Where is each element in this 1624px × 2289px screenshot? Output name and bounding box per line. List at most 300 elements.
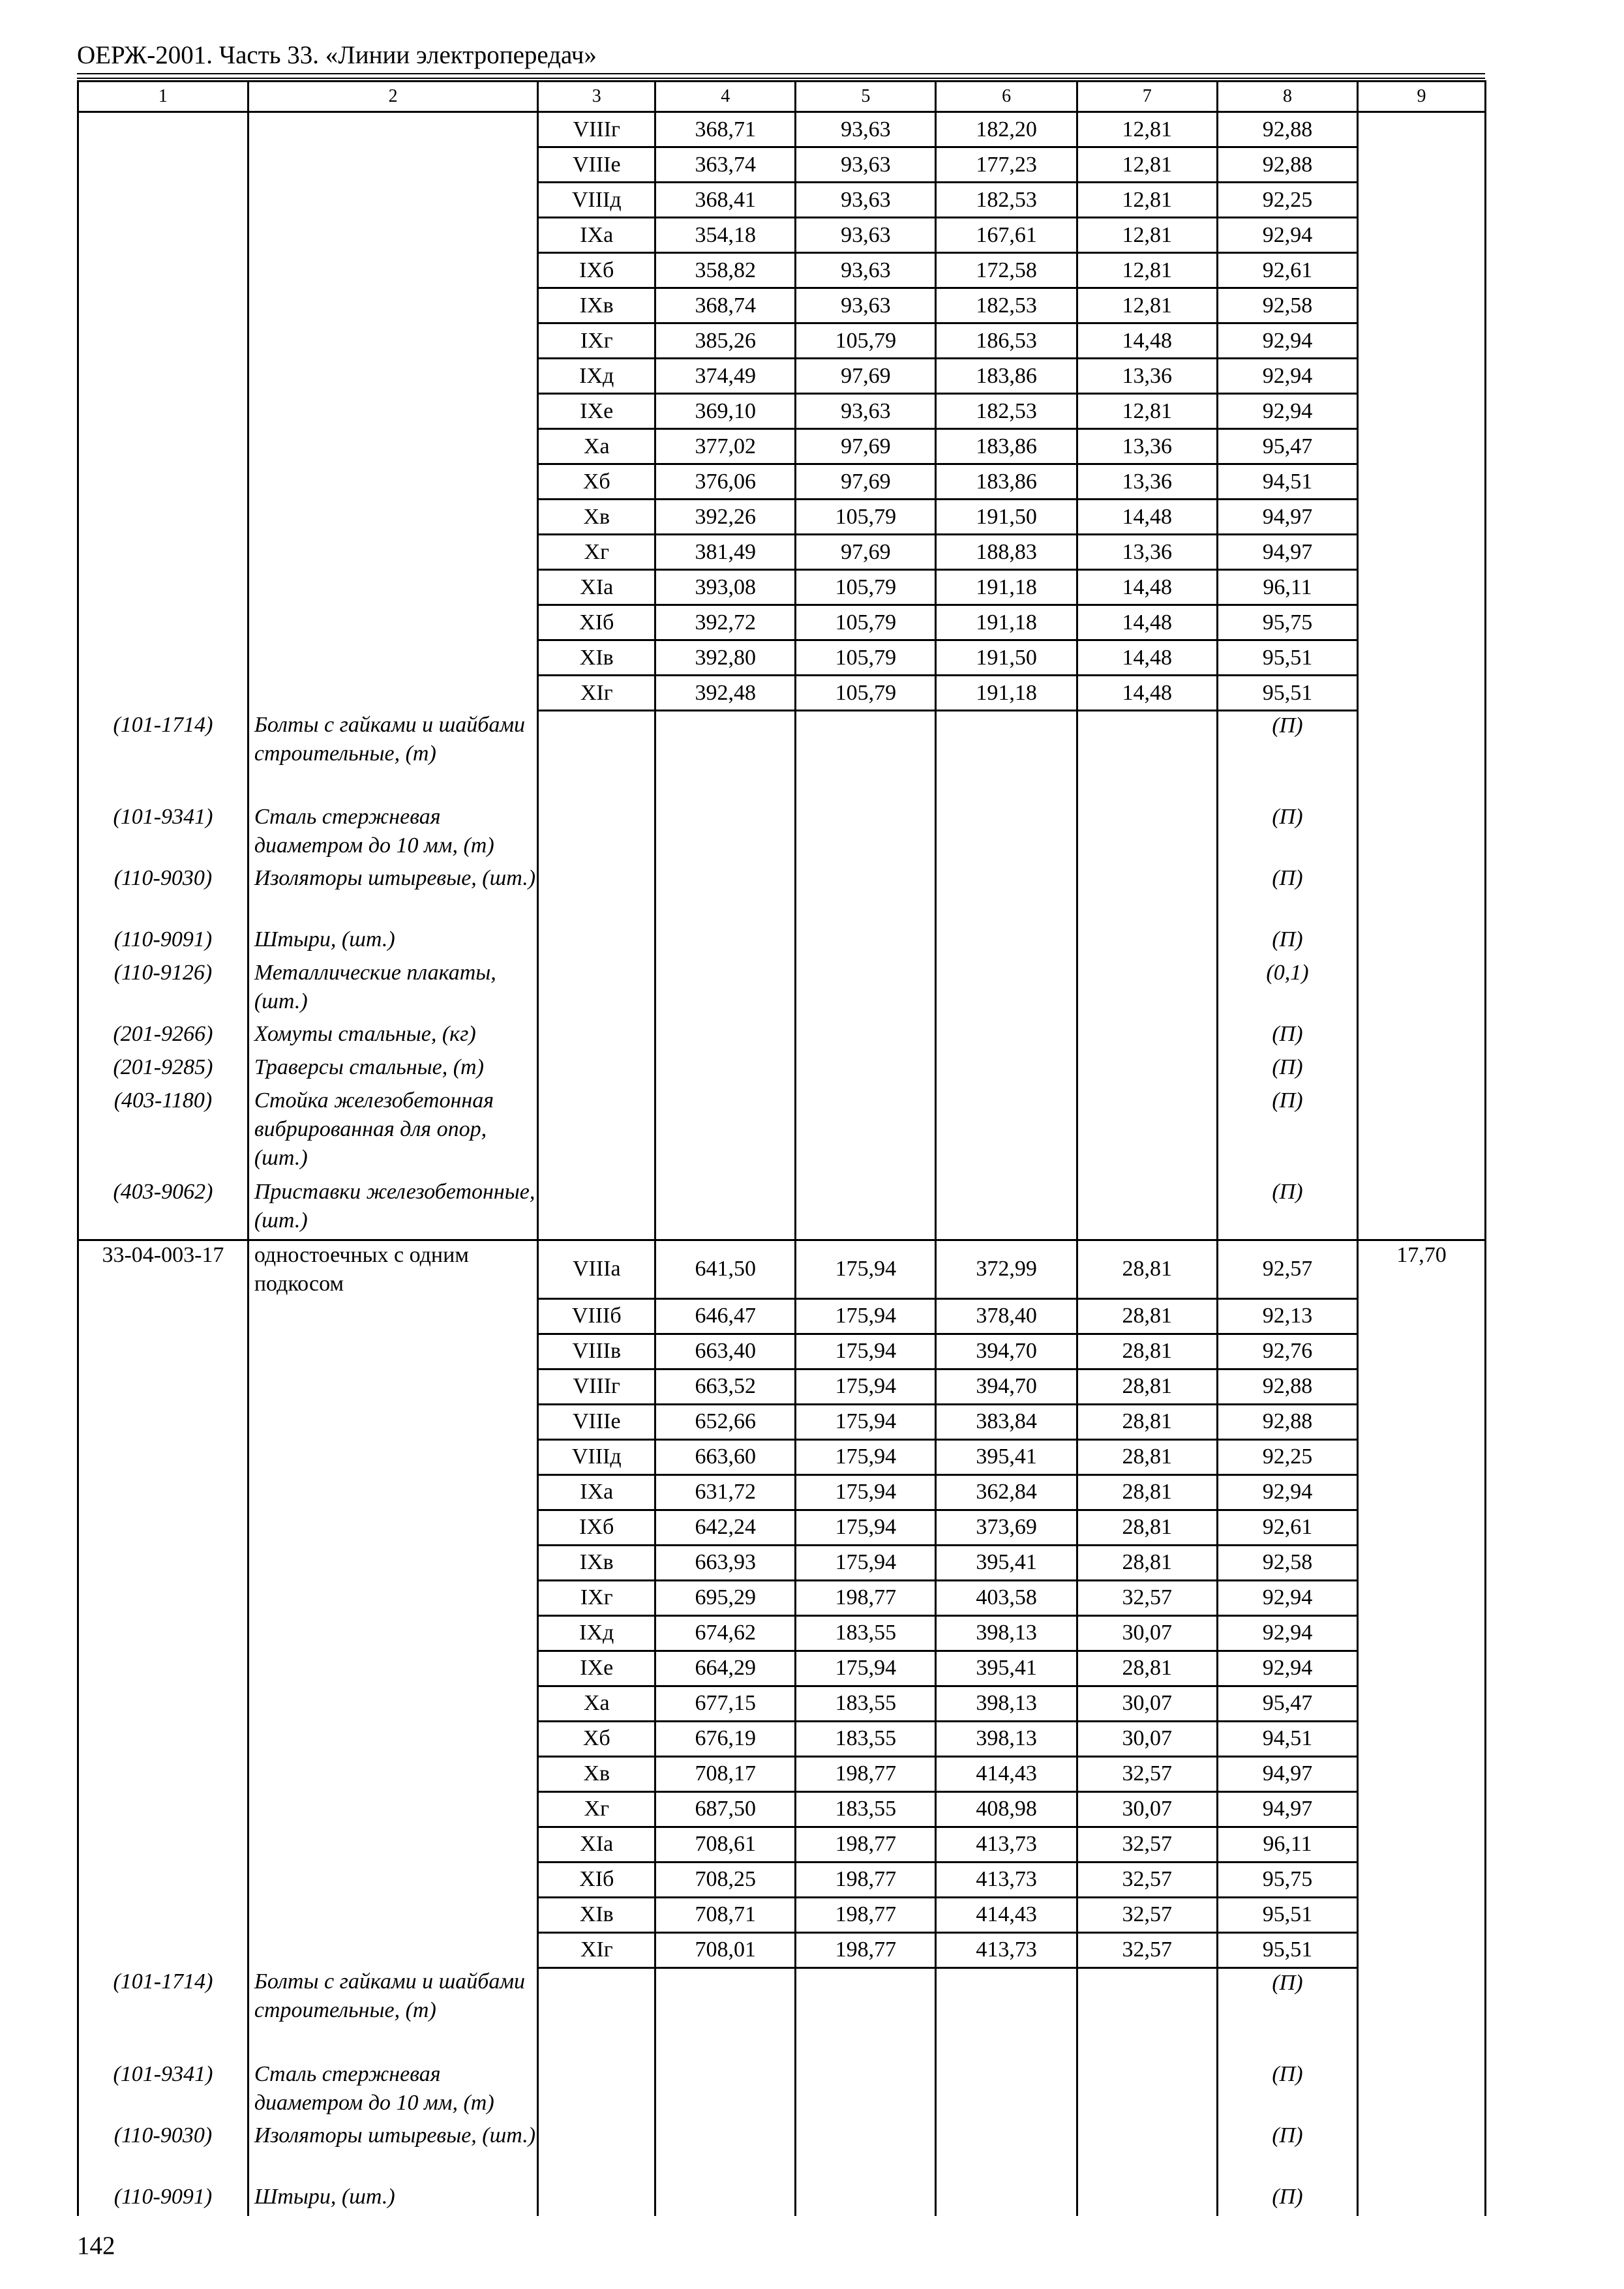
code-cell xyxy=(78,1791,248,1827)
material-name: Металлические плакаты, (шт.) xyxy=(248,959,538,1020)
code-cell xyxy=(78,429,248,464)
empty-cell xyxy=(796,2060,936,2121)
table-row xyxy=(78,394,1486,429)
zone-cell: IXб xyxy=(538,1510,655,1545)
value-cell-c4: 392,48 xyxy=(655,676,796,711)
value-cell-c8: 92,94 xyxy=(1217,1474,1357,1510)
material-c8: (П) xyxy=(1217,1086,1357,1178)
value-cell-c8: 95,51 xyxy=(1217,1897,1357,1932)
empty-cell xyxy=(655,1086,796,1178)
empty-cell xyxy=(538,2121,655,2183)
empty-cell xyxy=(1077,1020,1217,1053)
material-row xyxy=(78,959,1486,1020)
value-cell-c8: 92,88 xyxy=(1217,147,1357,183)
value-cell-c5: 175,94 xyxy=(796,1240,936,1299)
material-c8: (П) xyxy=(1217,803,1357,864)
value-cell-c8: 92,88 xyxy=(1217,1404,1357,1439)
value-cell-c7: 13,36 xyxy=(1077,429,1217,464)
value-cell-c6: 182,53 xyxy=(936,288,1077,323)
name-cell xyxy=(248,112,538,147)
value-cell-c8: 92,61 xyxy=(1217,253,1357,288)
value-cell-c7: 28,81 xyxy=(1077,1545,1217,1580)
empty-cell xyxy=(1358,959,1486,1020)
value-cell-c4: 687,50 xyxy=(655,1791,796,1827)
table-row xyxy=(78,1404,1486,1439)
empty-cell xyxy=(936,959,1077,1020)
value-cell-c4: 708,25 xyxy=(655,1862,796,1897)
table-row xyxy=(78,1298,1486,1334)
value-cell-c4: 368,74 xyxy=(655,288,796,323)
value-cell-c4: 674,62 xyxy=(655,1615,796,1651)
value-cell-c7: 13,36 xyxy=(1077,359,1217,394)
material-name: Хомуты стальные, (кг) xyxy=(248,1020,538,1053)
name-cell xyxy=(248,464,538,500)
code-cell xyxy=(78,183,248,218)
material-row xyxy=(78,1053,1486,1086)
value-cell-c7: 28,81 xyxy=(1077,1651,1217,1686)
value-cell-c7: 30,07 xyxy=(1077,1615,1217,1651)
name-cell xyxy=(248,183,538,218)
value-cell-c8: 94,97 xyxy=(1217,1791,1357,1827)
value-cell-c7: 28,81 xyxy=(1077,1298,1217,1334)
table-row xyxy=(78,1545,1486,1580)
value-cell-c5: 175,94 xyxy=(796,1334,936,1369)
material-row xyxy=(78,1967,1486,2060)
code-cell xyxy=(78,288,248,323)
zone-cell: IXг xyxy=(538,323,655,359)
value-cell-c4: 393,08 xyxy=(655,570,796,605)
table-row xyxy=(78,1615,1486,1651)
value-cell-c5: 93,63 xyxy=(796,218,936,253)
page-header-title: ОЕРЖ-2001. Часть 33. «Линии электропередач» xyxy=(77,41,597,69)
value-cell-c7: 28,81 xyxy=(1077,1240,1217,1299)
empty-cell xyxy=(1358,1020,1486,1053)
material-c8: (0,1) xyxy=(1217,959,1357,1020)
value-cell-c7: 12,81 xyxy=(1077,288,1217,323)
value-cell-c9 xyxy=(1358,464,1486,500)
zone-cell: Xв xyxy=(538,500,655,535)
zone-cell: Xа xyxy=(538,429,655,464)
value-cell-c9 xyxy=(1358,253,1486,288)
name-cell xyxy=(248,605,538,640)
empty-cell xyxy=(1358,925,1486,959)
code-cell xyxy=(78,1298,248,1334)
value-cell-c5: 175,94 xyxy=(796,1474,936,1510)
material-c8: (П) xyxy=(1217,2121,1357,2183)
zone-cell: XIг xyxy=(538,676,655,711)
code-cell xyxy=(78,640,248,676)
code-cell xyxy=(78,1369,248,1404)
value-cell-c6: 182,53 xyxy=(936,183,1077,218)
empty-cell xyxy=(1077,1086,1217,1178)
zone-cell: VIIIв xyxy=(538,1334,655,1369)
material-code: (110-9030) xyxy=(78,864,248,925)
zone-cell: Xб xyxy=(538,464,655,500)
zone-cell: IXв xyxy=(538,288,655,323)
empty-cell xyxy=(936,2183,1077,2216)
table-row xyxy=(78,359,1486,394)
value-cell-c6: 177,23 xyxy=(936,147,1077,183)
value-cell-c6: 362,84 xyxy=(936,1474,1077,1510)
table-row xyxy=(78,112,1486,147)
material-code: (101-1714) xyxy=(78,711,248,803)
name-cell xyxy=(248,1580,538,1615)
table-row xyxy=(78,1686,1486,1721)
zone-cell: VIIIа xyxy=(538,1240,655,1299)
value-cell-c9 xyxy=(1358,1580,1486,1615)
name-cell xyxy=(248,253,538,288)
column-number: 4 xyxy=(655,82,796,112)
value-cell-c4: 354,18 xyxy=(655,218,796,253)
empty-cell xyxy=(538,2183,655,2216)
zone-cell: VIIIе xyxy=(538,1404,655,1439)
value-cell-c8: 96,11 xyxy=(1217,570,1357,605)
value-cell-c9 xyxy=(1358,1862,1486,1897)
column-number: 6 xyxy=(936,82,1077,112)
empty-cell xyxy=(1358,1086,1486,1178)
code-cell xyxy=(78,1827,248,1862)
material-c8: (П) xyxy=(1217,2183,1357,2216)
value-cell-c7: 28,81 xyxy=(1077,1510,1217,1545)
zone-cell: VIIIд xyxy=(538,183,655,218)
table-row xyxy=(78,288,1486,323)
name-cell xyxy=(248,1298,538,1334)
code-cell xyxy=(78,1404,248,1439)
value-cell-c4: 642,24 xyxy=(655,1510,796,1545)
value-cell-c7: 30,07 xyxy=(1077,1721,1217,1756)
table-row xyxy=(78,1862,1486,1897)
price-table xyxy=(77,80,1486,2216)
zone-cell: IXв xyxy=(538,1545,655,1580)
value-cell-c9 xyxy=(1358,1615,1486,1651)
table-row xyxy=(78,429,1486,464)
column-number: 1 xyxy=(78,82,248,112)
value-cell-c9 xyxy=(1358,1545,1486,1580)
empty-cell xyxy=(936,864,1077,925)
column-number: 3 xyxy=(538,82,655,112)
table-row xyxy=(78,147,1486,183)
zone-cell: Xг xyxy=(538,1791,655,1827)
value-cell-c5: 97,69 xyxy=(796,464,936,500)
code-cell xyxy=(78,1651,248,1686)
material-row xyxy=(78,1020,1486,1053)
zone-cell: XIв xyxy=(538,1897,655,1932)
material-c8: (П) xyxy=(1217,1020,1357,1053)
empty-cell xyxy=(796,1053,936,1086)
empty-cell xyxy=(655,2183,796,2216)
value-cell-c8: 95,51 xyxy=(1217,640,1357,676)
value-cell-c7: 32,57 xyxy=(1077,1756,1217,1791)
material-name: Штыри, (шт.) xyxy=(248,925,538,959)
value-cell-c5: 105,79 xyxy=(796,323,936,359)
zone-cell: IXа xyxy=(538,1474,655,1510)
value-cell-c8: 92,88 xyxy=(1217,1369,1357,1404)
value-cell-c5: 198,77 xyxy=(796,1756,936,1791)
value-cell-c9 xyxy=(1358,1474,1486,1510)
value-cell-c6: 403,58 xyxy=(936,1580,1077,1615)
value-cell-c5: 175,94 xyxy=(796,1651,936,1686)
empty-cell xyxy=(796,1178,936,1240)
value-cell-c8: 94,97 xyxy=(1217,500,1357,535)
name-cell xyxy=(248,1651,538,1686)
empty-cell xyxy=(1358,2121,1486,2183)
value-cell-c7: 14,48 xyxy=(1077,323,1217,359)
value-cell-c9 xyxy=(1358,147,1486,183)
empty-cell xyxy=(1077,1967,1217,2060)
empty-cell xyxy=(796,803,936,864)
empty-cell xyxy=(936,1086,1077,1178)
value-cell-c5: 93,63 xyxy=(796,112,936,147)
value-cell-c9 xyxy=(1358,1897,1486,1932)
column-number: 2 xyxy=(248,82,538,112)
empty-cell xyxy=(936,2121,1077,2183)
zone-cell: IXг xyxy=(538,1580,655,1615)
value-cell-c4: 385,26 xyxy=(655,323,796,359)
value-cell-c8: 92,13 xyxy=(1217,1298,1357,1334)
value-cell-c4: 708,61 xyxy=(655,1827,796,1862)
value-cell-c5: 175,94 xyxy=(796,1545,936,1580)
zone-cell: Xг xyxy=(538,535,655,570)
value-cell-c7: 28,81 xyxy=(1077,1474,1217,1510)
code-cell xyxy=(78,1686,248,1721)
table-row xyxy=(78,500,1486,535)
value-cell-c9 xyxy=(1358,1510,1486,1545)
column-number-row xyxy=(78,82,1486,112)
material-code: (101-9341) xyxy=(78,2060,248,2121)
name-cell xyxy=(248,1369,538,1404)
zone-cell: XIв xyxy=(538,640,655,676)
value-cell-c5: 105,79 xyxy=(796,605,936,640)
empty-cell xyxy=(936,1020,1077,1053)
value-cell-c7: 14,48 xyxy=(1077,676,1217,711)
material-row xyxy=(78,2183,1486,2216)
code-cell xyxy=(78,500,248,535)
table-row xyxy=(78,1897,1486,1932)
value-cell-c5: 198,77 xyxy=(796,1862,936,1897)
value-cell-c9 xyxy=(1358,1827,1486,1862)
value-cell-c4: 641,50 xyxy=(655,1240,796,1299)
value-cell-c8: 95,75 xyxy=(1217,1862,1357,1897)
value-cell-c9 xyxy=(1358,1721,1486,1756)
column-number: 8 xyxy=(1217,82,1357,112)
name-cell xyxy=(248,1510,538,1545)
name-cell xyxy=(248,1474,538,1510)
empty-cell xyxy=(538,1967,655,2060)
material-row xyxy=(78,925,1486,959)
code-cell xyxy=(78,1474,248,1510)
value-cell-c5: 105,79 xyxy=(796,676,936,711)
empty-cell xyxy=(1358,2183,1486,2216)
value-cell-c9 xyxy=(1358,535,1486,570)
material-name: Болты с гайками и шайбами строительные, (т) xyxy=(248,1967,538,2060)
value-cell-c9 xyxy=(1358,323,1486,359)
code-cell xyxy=(78,605,248,640)
table-row xyxy=(78,1721,1486,1756)
value-cell-c8: 94,51 xyxy=(1217,1721,1357,1756)
zone-cell: IXд xyxy=(538,359,655,394)
table-row xyxy=(78,1791,1486,1827)
value-cell-c4: 369,10 xyxy=(655,394,796,429)
value-cell-c6: 378,40 xyxy=(936,1298,1077,1334)
value-cell-c9 xyxy=(1358,640,1486,676)
code-cell xyxy=(78,112,248,147)
material-c8: (П) xyxy=(1217,711,1357,803)
code-cell xyxy=(78,1615,248,1651)
value-cell-c6: 398,13 xyxy=(936,1721,1077,1756)
zone-cell: XIа xyxy=(538,1827,655,1862)
material-code: (110-9126) xyxy=(78,959,248,1020)
value-cell-c7: 32,57 xyxy=(1077,1932,1217,1967)
value-cell-c5: 175,94 xyxy=(796,1298,936,1334)
value-cell-c9 xyxy=(1358,676,1486,711)
name-cell xyxy=(248,1897,538,1932)
empty-cell xyxy=(538,803,655,864)
value-cell-c8: 92,94 xyxy=(1217,394,1357,429)
value-cell-c7: 14,48 xyxy=(1077,605,1217,640)
empty-cell xyxy=(1358,711,1486,803)
value-cell-c7: 30,07 xyxy=(1077,1686,1217,1721)
empty-cell xyxy=(655,925,796,959)
material-name: Изоляторы штыревые, (шт.) xyxy=(248,864,538,925)
name-cell xyxy=(248,500,538,535)
empty-cell xyxy=(796,1086,936,1178)
value-cell-c6: 413,73 xyxy=(936,1827,1077,1862)
table-row xyxy=(78,1474,1486,1510)
empty-cell xyxy=(538,1086,655,1178)
material-code: (110-9030) xyxy=(78,2121,248,2183)
value-cell-c9 xyxy=(1358,1369,1486,1404)
value-cell-c8: 92,88 xyxy=(1217,112,1357,147)
value-cell-c6: 182,53 xyxy=(936,394,1077,429)
table-row xyxy=(78,1580,1486,1615)
value-cell-c6: 186,53 xyxy=(936,323,1077,359)
name-cell xyxy=(248,359,538,394)
value-cell-c8: 94,97 xyxy=(1217,1756,1357,1791)
value-cell-c4: 708,01 xyxy=(655,1932,796,1967)
material-row xyxy=(78,2060,1486,2121)
table-row xyxy=(78,1756,1486,1791)
value-cell-c5: 97,69 xyxy=(796,535,936,570)
table-row xyxy=(78,535,1486,570)
value-cell-c5: 198,77 xyxy=(796,1827,936,1862)
value-cell-c9 xyxy=(1358,570,1486,605)
value-cell-c7: 14,48 xyxy=(1077,500,1217,535)
empty-cell xyxy=(1358,1967,1486,2060)
value-cell-c6: 413,73 xyxy=(936,1932,1077,1967)
value-cell-c4: 646,47 xyxy=(655,1298,796,1334)
value-cell-c9 xyxy=(1358,1439,1486,1474)
table-row xyxy=(78,253,1486,288)
value-cell-c4: 358,82 xyxy=(655,253,796,288)
value-cell-c9 xyxy=(1358,112,1486,147)
value-cell-c7: 14,48 xyxy=(1077,570,1217,605)
material-row xyxy=(78,803,1486,864)
empty-cell xyxy=(1077,1053,1217,1086)
name-cell xyxy=(248,1334,538,1369)
empty-cell xyxy=(655,959,796,1020)
empty-cell xyxy=(655,1053,796,1086)
value-cell-c5: 198,77 xyxy=(796,1932,936,1967)
value-cell-c4: 381,49 xyxy=(655,535,796,570)
value-cell-c5: 183,55 xyxy=(796,1791,936,1827)
value-cell-c6: 183,86 xyxy=(936,429,1077,464)
name-cell xyxy=(248,1791,538,1827)
value-cell-c9: 17,70 xyxy=(1358,1240,1486,1299)
value-cell-c8: 92,94 xyxy=(1217,1651,1357,1686)
name-cell xyxy=(248,1404,538,1439)
empty-cell xyxy=(655,864,796,925)
table-row xyxy=(78,464,1486,500)
code-cell xyxy=(78,394,248,429)
value-cell-c7: 28,81 xyxy=(1077,1439,1217,1474)
table-row xyxy=(78,1510,1486,1545)
value-cell-c4: 676,19 xyxy=(655,1721,796,1756)
name-cell xyxy=(248,1721,538,1756)
value-cell-c8: 92,25 xyxy=(1217,183,1357,218)
table-row xyxy=(78,323,1486,359)
value-cell-c4: 374,49 xyxy=(655,359,796,394)
code-cell xyxy=(78,1580,248,1615)
value-cell-c5: 93,63 xyxy=(796,147,936,183)
name-cell xyxy=(248,570,538,605)
code-cell xyxy=(78,253,248,288)
empty-cell xyxy=(1077,864,1217,925)
table-row xyxy=(78,605,1486,640)
code-cell xyxy=(78,1756,248,1791)
value-cell-c5: 97,69 xyxy=(796,429,936,464)
material-c8: (П) xyxy=(1217,1053,1357,1086)
value-cell-c6: 383,84 xyxy=(936,1404,1077,1439)
value-cell-c8: 92,58 xyxy=(1217,1545,1357,1580)
empty-cell xyxy=(655,711,796,803)
zone-cell: IXб xyxy=(538,253,655,288)
value-cell-c6: 395,41 xyxy=(936,1545,1077,1580)
material-c8: (П) xyxy=(1217,1967,1357,2060)
table-row xyxy=(78,1369,1486,1404)
value-cell-c9 xyxy=(1358,605,1486,640)
value-cell-c9 xyxy=(1358,1298,1486,1334)
empty-cell xyxy=(538,1178,655,1240)
value-cell-c6: 398,13 xyxy=(936,1615,1077,1651)
value-cell-c6: 398,13 xyxy=(936,1686,1077,1721)
value-cell-c8: 92,94 xyxy=(1217,359,1357,394)
empty-cell xyxy=(936,1967,1077,2060)
zone-cell: IXд xyxy=(538,1615,655,1651)
value-cell-c8: 95,75 xyxy=(1217,605,1357,640)
value-cell-c8: 95,51 xyxy=(1217,1932,1357,1967)
header-rule xyxy=(77,73,1485,74)
name-cell: одностоечных с одним подкосом xyxy=(248,1240,538,1299)
empty-cell xyxy=(1077,959,1217,1020)
value-cell-c4: 368,41 xyxy=(655,183,796,218)
material-name: Стойка железобетонная вибрированная для опор, (шт.) xyxy=(248,1086,538,1178)
value-cell-c6: 394,70 xyxy=(936,1369,1077,1404)
value-cell-c7: 32,57 xyxy=(1077,1580,1217,1615)
value-cell-c6: 191,50 xyxy=(936,640,1077,676)
value-cell-c6: 183,86 xyxy=(936,359,1077,394)
value-cell-c7: 14,48 xyxy=(1077,640,1217,676)
value-cell-c5: 93,63 xyxy=(796,183,936,218)
value-cell-c5: 93,63 xyxy=(796,253,936,288)
value-cell-c4: 677,15 xyxy=(655,1686,796,1721)
empty-cell xyxy=(936,711,1077,803)
value-cell-c4: 392,26 xyxy=(655,500,796,535)
code-cell xyxy=(78,1510,248,1545)
value-cell-c4: 377,02 xyxy=(655,429,796,464)
name-cell xyxy=(248,1827,538,1862)
empty-cell xyxy=(1077,2183,1217,2216)
table-row xyxy=(78,1827,1486,1862)
